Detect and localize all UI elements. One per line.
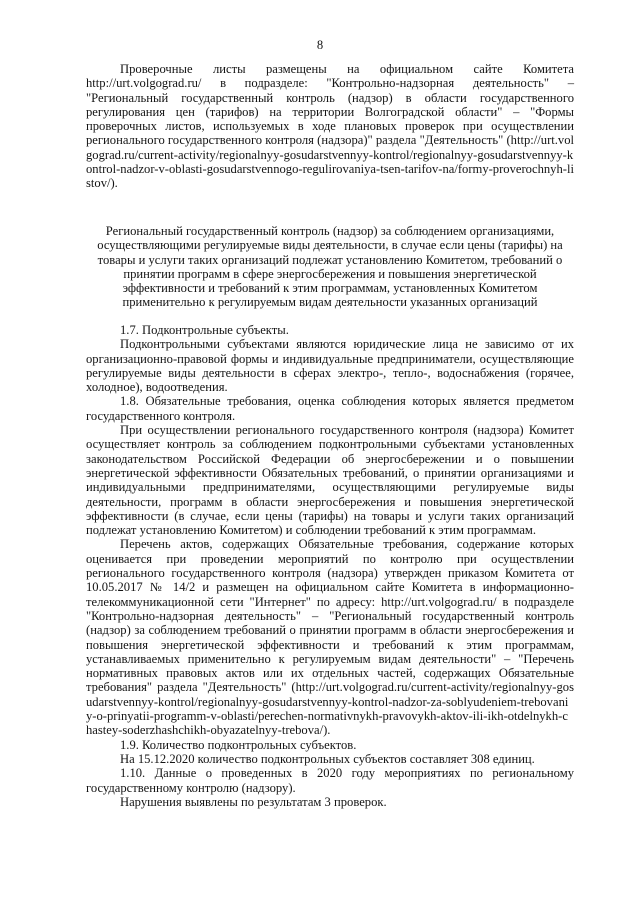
acts-text: Перечень актов, содержащих Обязательные требования, содержание которых оценивается при проведении мероприятий по контролю при осуществлении регионального государственного контроля (надзора) утвержден приказом Комитета от 10.05.2017 № 14/2 и размещен на официальном сайте Комитета в информационно-телекоммуникационной сети "Интернет" по адресу: http://urt.volgograd.ru/ в подразделе "Контрольно-надзорная деятельность" – "Региональный государственный контроль (надзор) за соблюдением требований о принятии программ в области энергосбережения и повышения энергетической эффективности и требований к этим программам, устанавливаемых применительно к регулируемым видам деятельности" – "Перечень нормативных правовых актов или их отдельных частей, содержащих Обязательные требования" раздела "Деятельность": [86, 537, 574, 695]
intro-paragraph: [86, 62, 574, 191]
paragraph-1-10-title: 1.10. Данные о проведенных в 2020 году мероприятиях по региональному государственному контролю (надзору).: [86, 766, 574, 795]
paragraph-1-9-title: 1.9. Количество подконтрольных субъектов.: [120, 737, 357, 752]
body-section: [86, 323, 574, 809]
paragraph-1-7-title: 1.7. Подконтрольные субъекты.: [120, 323, 289, 337]
paragraph-1-7-text: Подконтрольными субъектами являются юридические лица не зависимо от их организационно-правовой формы и индивидуальные предприниматели, осуществляющие регулируемые виды деятельности в сферах электро-, тепло-, водоснабжения (горячее, холодное), водоотведения.: [86, 337, 574, 395]
acts-paragraph: [86, 537, 574, 737]
section-heading-text: Региональный государственный контроль (надзор) за соблюдением организациями, осуществляющими регулируемые виды деятельности, в случае если цены (тарифы) на товары и услуги таких организаций подлежат установлению Комитетом, требований о принятии программ в сфере энергосбережения и повышения энергетической эффективности и требований к этим программам, установленных Комитетом применительно к регулируемым видам деятельности указанных организаций: [97, 224, 563, 310]
intro-section: [86, 62, 574, 191]
section-heading: [86, 224, 574, 310]
intro-text: Проверочные листы размещены на официальном сайте Комитета http://urt.volgograd.ru/ в подразделе: "Контрольно-надзорная деятельность" – "Региональный государственный контроль (надзор) в области государственного регулирования цен (тарифов) на территории Волгоградской области" – "Формы проверочных листов, используемых в ходе плановых проверок при осуществлении регионального государственного контроля (надзора)" раздела "Деятельность": [86, 62, 574, 148]
acts-url: (http://urt.volgograd.ru/current-activity/regionalnyy-gosudarstvennyy-kontrol/regionalnyy-gosudarstvennyy-kontrol-nadzor-za-soblyudeniem-trebovaniy-o-prinyatii-programm-v-oblasti/perechen-normativnykh-pravovykh-aktov-ili-ikh-otdelnykh-chastey-soderzhashchikh-obyazatelnyy-trebova/).: [86, 680, 574, 738]
paragraph-1-8-title: 1.8. Обязательные требования, оценка соблюдения которых является предметом государственного контроля.: [86, 394, 574, 423]
violations-paragraph: Нарушения выявлены по результатам 3 проверок.: [120, 794, 387, 809]
paragraph-1-8-text: При осуществлении регионального государственного контроля (надзора) Комитет осуществляет контроль за соблюдением подконтрольными субъектами установленных законодательством Российской Федерации об энергосбережении и о повышении энергетической эффективности Обязательных требований, о принятии организациями и индивидуальными предпринимателями, осуществляющими регулируемые виды деятельности, программ в области энергосбережения и повышения энергетической эффективности (в случае, если цены (тарифы) на товары и услуги таких организаций подлежат установлению Комитетом) и соблюдении требований к этим программам.: [86, 423, 574, 538]
intro-url: (http://urt.volgograd.ru/current-activity/regionalnyy-gosudarstvennyy-kontrol/regionalnyy-gosudarstvennyy-kontrol-nadzor-v-oblasti-gosudarstvennogo-regulirovaniya-tsen-tarifov-na/formy-proverochnyh-listov/).: [86, 133, 574, 191]
paragraph-1-9-text: На 15.12.2020 количество подконтрольных субъектов составляет 308 единиц.: [120, 751, 535, 766]
page-number: 8: [316, 38, 324, 52]
